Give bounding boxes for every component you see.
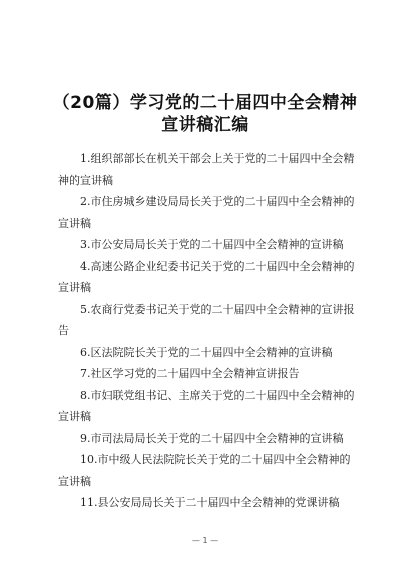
toc-item: 7.社区学习党的二十届四中全会精神宣讲报告	[80, 367, 300, 380]
document-title-line1: （20篇）学习党的二十届四中全会精神	[52, 93, 358, 113]
toc-item: 4.高速公路企业纪委书记关于党的二十届四中全会精神的宣讲稿	[58, 259, 355, 294]
toc-item: 1.组织部部长在机关干部会上关于党的二十届四中全会精神的宣讲稿	[58, 152, 355, 187]
toc-item: 5.农商行党委书记关于党的二十届四中全会精神的宣讲报告	[58, 302, 355, 337]
page-number: — 1 —	[191, 536, 219, 545]
table-of-contents	[58, 148, 358, 514]
toc-item: 2.市住房城乡建设局局长关于党的二十届四中全会精神的宣讲稿	[58, 195, 355, 230]
toc-item: 8.市妇联党组书记、主席关于党的二十届四中全会精神的宣讲稿	[58, 388, 355, 423]
document-title-line2: 宣讲稿汇编	[161, 115, 249, 135]
toc-item: 6.区法院院长关于党的二十届四中全会精神的宣讲稿	[80, 345, 333, 359]
toc-item: 10.市中级人民法院院长关于党的二十届四中全会精神的宣讲稿	[58, 453, 351, 488]
toc-item: 3.市公安局局长关于党的二十届四中全会精神的宣讲稿	[80, 238, 344, 251]
toc-item: 9.市司法局局长关于党的二十届四中全会精神的宣讲稿	[80, 431, 344, 445]
toc-item: 11.县公安局局长关于二十届四中全会精神的党课讲稿	[80, 496, 340, 509]
